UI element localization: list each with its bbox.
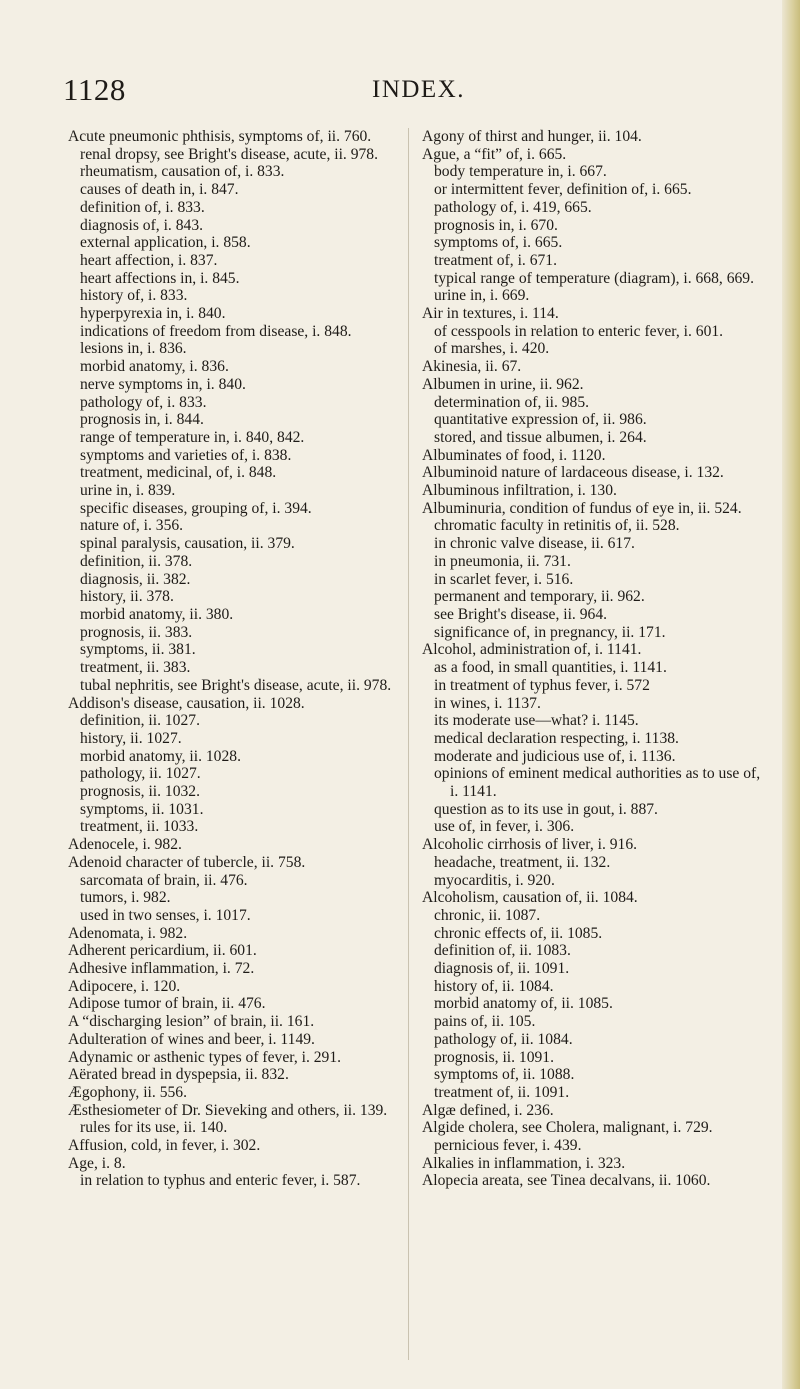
index-subentry: or intermittent fever, definition of, i. 665. — [434, 181, 692, 199]
index-subentry: range of temperature in, i. 840, 842. — [80, 428, 305, 446]
index-subentry: hyperpyrexia in, i. 840. — [80, 305, 226, 323]
index-subentry: history of, i. 833. — [80, 287, 188, 305]
index-subentry: symptoms and varieties of, i. 838. — [80, 446, 292, 464]
index-entry: Alcohol, administration of, i. 1141. — [422, 641, 642, 659]
index-subentry: determination of, ii. 985. — [434, 393, 590, 411]
index-subentry: treatment of, i. 671. — [434, 251, 557, 269]
index-subentry: morbid anatomy, i. 836. — [80, 358, 229, 376]
index-subentry: moderate and judicious use of, i. 1136. — [434, 747, 676, 765]
index-column-left — [68, 128, 413, 1190]
index-subentry: opinions of eminent medical authorities as to use of, i. 1141. — [434, 765, 761, 801]
index-subentry: prognosis, ii. 1091. — [434, 1048, 554, 1066]
page-edge — [782, 0, 800, 1389]
index-subentry: used in two senses, i. 1017. — [80, 906, 251, 924]
index-entry: Adenocele, i. 982. — [68, 836, 182, 854]
index-subentry: prognosis in, i. 844. — [80, 411, 204, 429]
index-entry: Adhesive inflammation, i. 72. — [68, 960, 255, 978]
index-subentry: as a food, in small quantities, i. 1141. — [434, 659, 667, 677]
index-subentry: urine in, i. 669. — [434, 287, 530, 305]
index-subentry: chronic, ii. 1087. — [434, 906, 541, 924]
index-subentry: permanent and temporary, ii. 962. — [434, 588, 645, 606]
index-subentry: diagnosis of, i. 843. — [80, 216, 204, 234]
index-subentry: chronic effects of, ii. 1085. — [434, 924, 603, 942]
index-subentry: morbid anatomy, ii. 1028. — [80, 747, 241, 765]
page-header — [0, 72, 800, 112]
index-subentry: typical range of temperature (diagram), i. 668, 669. — [434, 269, 754, 287]
index-column-right — [422, 128, 772, 1190]
index-entry: Alkalies in inflammation, i. 323. — [422, 1154, 626, 1172]
index-entry: Acute pneumonic phthisis, symptoms of, ii. 760. — [68, 128, 372, 145]
index-subentry: medical declaration respecting, i. 1138. — [434, 729, 679, 747]
index-entry: Adipose tumor of brain, ii. 476. — [68, 995, 266, 1013]
index-subentry: history of, ii. 1084. — [434, 977, 554, 995]
index-subentry: nerve symptoms in, i. 840. — [80, 375, 246, 393]
index-subentry: pathology, ii. 1027. — [80, 765, 201, 783]
index-entry: Alcoholic cirrhosis of liver, i. 916. — [422, 836, 638, 854]
index-subentry: treatment of, ii. 1091. — [434, 1083, 570, 1101]
index-entry: Adipocere, i. 120. — [68, 977, 181, 995]
index-subentry: external application, i. 858. — [80, 234, 251, 252]
index-subentry: pathology of, i. 833. — [80, 393, 207, 411]
running-head: INDEX. — [372, 76, 466, 103]
index-entry: Akinesia, ii. 67. — [422, 358, 522, 376]
page-number: 1128 — [63, 72, 126, 107]
index-entry: Adynamic or asthenic types of fever, i. 291. — [68, 1048, 342, 1066]
index-subentry: causes of death in, i. 847. — [80, 181, 239, 199]
index-entry: Age, i. 8. — [68, 1154, 126, 1172]
index-subentry: symptoms, ii. 1031. — [80, 800, 204, 818]
index-entry: Affusion, cold, in fever, i. 302. — [68, 1137, 261, 1155]
index-subentry: sarcomata of brain, ii. 476. — [80, 871, 248, 889]
index-subentry: pains of, ii. 105. — [434, 1013, 536, 1031]
index-subentry: in treatment of typhus fever, i. 572 — [434, 676, 650, 694]
index-subentry: urine in, i. 839. — [80, 482, 176, 500]
index-subentry: see Bright's disease, ii. 964. — [434, 605, 608, 623]
index-subentry: morbid anatomy of, ii. 1085. — [434, 995, 613, 1013]
index-subentry: diagnosis of, ii. 1091. — [434, 960, 570, 978]
index-subentry: chromatic faculty in retinitis of, ii. 528. — [434, 517, 680, 535]
index-entry: Adherent pericardium, ii. 601. — [68, 942, 257, 960]
index-subentry: definition, ii. 378. — [80, 552, 193, 570]
index-subentry: tumors, i. 982. — [80, 889, 171, 907]
index-subentry: use of, in fever, i. 306. — [434, 818, 575, 836]
index-subentry: spinal paralysis, causation, ii. 379. — [80, 535, 295, 553]
index-subentry: in pneumonia, ii. 731. — [434, 552, 571, 570]
index-entry: Adenomata, i. 982. — [68, 924, 188, 942]
index-entry: Addison's disease, causation, ii. 1028. — [68, 694, 305, 712]
index-subentry: specific diseases, grouping of, i. 394. — [80, 499, 312, 517]
index-subentry: heart affection, i. 837. — [80, 251, 218, 269]
index-entry: Algide cholera, see Cholera, malignant, i. 729. — [422, 1119, 713, 1137]
index-entry: Alcoholism, causation of, ii. 1084. — [422, 889, 638, 907]
index-subentry: treatment, ii. 1033. — [80, 818, 199, 836]
index-subentry: tubal nephritis, see Bright's disease, acute, ii. 978. — [80, 676, 392, 694]
index-subentry: symptoms of, ii. 1088. — [434, 1066, 575, 1084]
index-subentry: in chronic valve disease, ii. 617. — [434, 535, 635, 553]
index-entry: Albumen in urine, ii. 962. — [422, 375, 584, 393]
index-subentry: body temperature in, i. 667. — [434, 163, 607, 181]
index-entry: Albuminates of food, i. 1120. — [422, 446, 606, 464]
index-subentry: history, ii. 1027. — [80, 729, 182, 747]
column-divider — [408, 128, 409, 1360]
index-subentry: indications of freedom from disease, i. 848. — [80, 322, 352, 340]
index-subentry: history, ii. 378. — [80, 588, 174, 606]
index-entry: Air in textures, i. 114. — [422, 305, 559, 323]
index-subentry: pathology of, ii. 1084. — [434, 1030, 573, 1048]
index-subentry: pernicious fever, i. 439. — [434, 1137, 582, 1155]
index-subentry: in wines, i. 1137. — [434, 694, 541, 712]
index-entry: Agony of thirst and hunger, ii. 104. — [422, 128, 642, 145]
index-entry: Aërated bread in dyspepsia, ii. 832. — [68, 1066, 289, 1084]
index-entry: Albuminoid nature of lardaceous disease, i. 132. — [422, 464, 724, 482]
index-subentry: in relation to typhus and enteric fever, i. 587. — [80, 1172, 361, 1190]
index-subentry: lesions in, i. 836. — [80, 340, 187, 358]
index-subentry: stored, and tissue albumen, i. 264. — [434, 428, 647, 446]
index-subentry: significance of, in pregnancy, ii. 171. — [434, 623, 666, 641]
index-subentry: symptoms of, i. 665. — [434, 234, 563, 252]
index-subentry: definition of, i. 833. — [80, 198, 205, 216]
index-entry: Æsthesiometer of Dr. Sieveking and others, ii. 139. — [68, 1101, 388, 1119]
index-entry: Adulteration of wines and beer, i. 1149. — [68, 1030, 315, 1048]
index-subentry: nature of, i. 356. — [80, 517, 184, 535]
index-subentry: of cesspools in relation to enteric fever, i. 601. — [434, 322, 724, 340]
index-subentry: myocarditis, i. 920. — [434, 871, 555, 889]
index-subentry: renal dropsy, see Bright's disease, acute, ii. 978. — [80, 145, 379, 163]
index-entry: Adenoid character of tubercle, ii. 758. — [68, 853, 306, 871]
index-subentry: rules for its use, ii. 140. — [80, 1119, 228, 1137]
index-entry: Albuminous infiltration, i. 130. — [422, 482, 617, 500]
index-entry: Algæ defined, i. 236. — [422, 1101, 554, 1119]
index-subentry: symptoms, ii. 381. — [80, 641, 196, 659]
index-subentry: treatment, medicinal, of, i. 848. — [80, 464, 277, 482]
index-subentry: treatment, ii. 383. — [80, 659, 191, 677]
index-subentry: quantitative expression of, ii. 986. — [434, 411, 647, 429]
index-subentry: definition, ii. 1027. — [80, 712, 200, 730]
index-entry: Ague, a “fit” of, i. 665. — [422, 145, 567, 163]
index-subentry: morbid anatomy, ii. 380. — [80, 605, 234, 623]
index-subentry: of marshes, i. 420. — [434, 340, 550, 358]
index-subentry: prognosis, ii. 383. — [80, 623, 193, 641]
index-subentry: prognosis in, i. 670. — [434, 216, 558, 234]
index-subentry: definition of, ii. 1083. — [434, 942, 571, 960]
index-entry: Alopecia areata, see Tinea decalvans, ii. 1060. — [422, 1172, 711, 1190]
index-subentry: headache, treatment, ii. 132. — [434, 853, 611, 871]
index-subentry: diagnosis, ii. 382. — [80, 570, 191, 588]
index-entry: Albuminuria, condition of fundus of eye in, ii. 524. — [422, 499, 742, 517]
index-subentry: prognosis, ii. 1032. — [80, 783, 200, 801]
index-subentry: pathology of, i. 419, 665. — [434, 198, 592, 216]
index-subentry: its moderate use—what? i. 1145. — [434, 712, 639, 730]
index-subentry: heart affections in, i. 845. — [80, 269, 240, 287]
index-entry: Ægophony, ii. 556. — [68, 1083, 187, 1101]
index-subentry: in scarlet fever, i. 516. — [434, 570, 574, 588]
index-subentry: rheumatism, causation of, i. 833. — [80, 163, 285, 181]
index-entry: A “discharging lesion” of brain, ii. 161. — [68, 1013, 315, 1031]
index-subentry: question as to its use in gout, i. 887. — [434, 800, 658, 818]
